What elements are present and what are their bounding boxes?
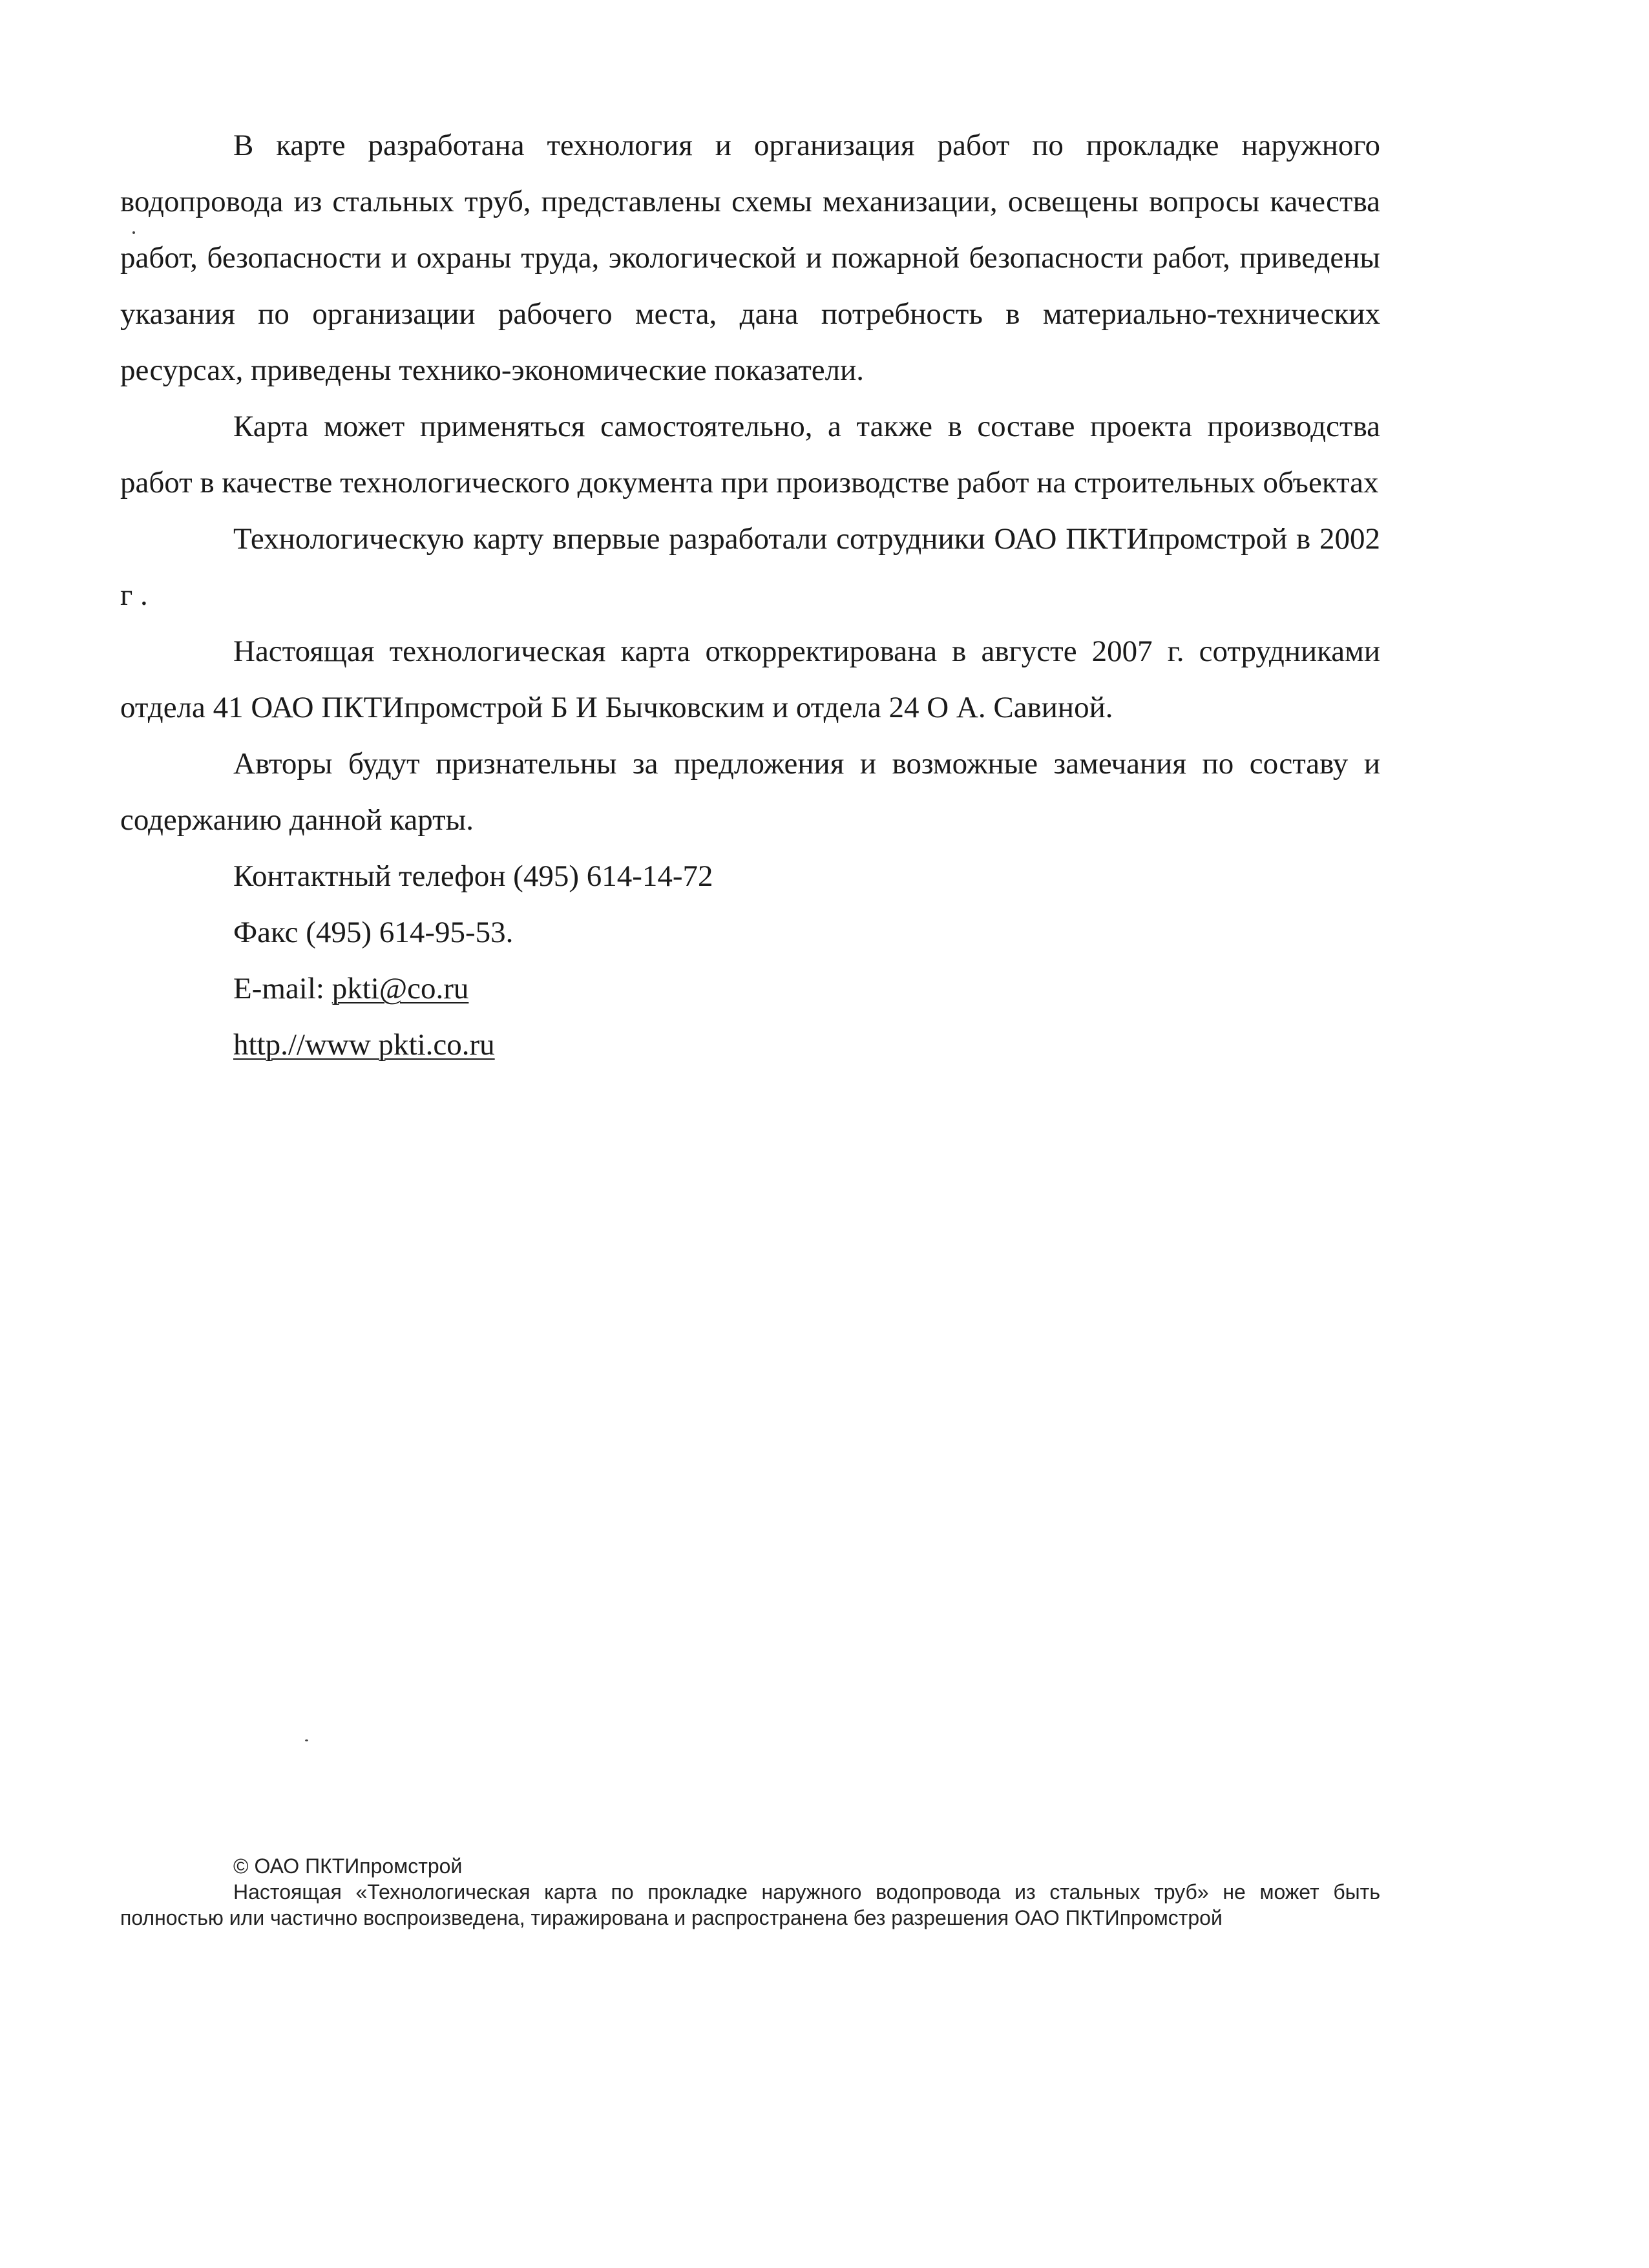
paragraph-revision: Настоящая технологическая карта откорректирована в августе 2007 г. сотрудниками отдела 41 ОАО ПКТИпромстрой Б И Бычковским и отдела 24 О А. Савиной.	[120, 635, 1380, 724]
paragraph-application: Карта может применяться самостоятельно, а также в составе проекта производства работ в качестве технологического документа при производстве работ на строительных объектах	[120, 410, 1380, 499]
copyright-notice: Настоящая «Технологическая карта по прокладке наружного водопровода из стальных труб» не может быть полностью или частично воспроизведена, тиражирована и распространена без разрешения ОАО ПКТИпромстрой	[120, 1880, 1380, 1929]
contact-phone: Контактный телефон (495) 614-14-72	[233, 859, 713, 893]
document-body	[120, 118, 1380, 1073]
copyright-footer	[120, 1853, 1380, 1931]
scan-speck	[305, 1739, 308, 1741]
paragraph-first-developed: Технологическую карту впервые разработали сотрудники ОАО ПКТИпромстрой в 2002 г .	[120, 522, 1380, 612]
email-link[interactable]: pkti@co.ru	[331, 972, 469, 1005]
copyright-line: © ОАО ПКТИпромстрой	[233, 1854, 463, 1878]
contact-email-line	[120, 961, 1380, 1017]
scan-speck	[132, 231, 135, 234]
website-link[interactable]: http.//www pkti.co.ru	[233, 1028, 495, 1062]
paragraph-feedback: Авторы будут признательны за предложения и возможные замечания по составу и содержанию данной карты.	[120, 747, 1380, 837]
email-label: E-mail:	[233, 972, 332, 1005]
contact-fax: Факс (495) 614-95-53.	[233, 916, 514, 949]
paragraph-description: В карте разработана технология и организация работ по прокладке наружного водопровода из стальных труб, представлены схемы механизации, освещены вопросы качества работ, безопасности и охраны труда, экологической и пожарной безопасности работ, приведены указания по организации рабочего места, дана потребность в материально-технических ресурсах, приведены технико-экономические показатели.	[120, 129, 1380, 387]
contact-website-line	[120, 1017, 1380, 1073]
